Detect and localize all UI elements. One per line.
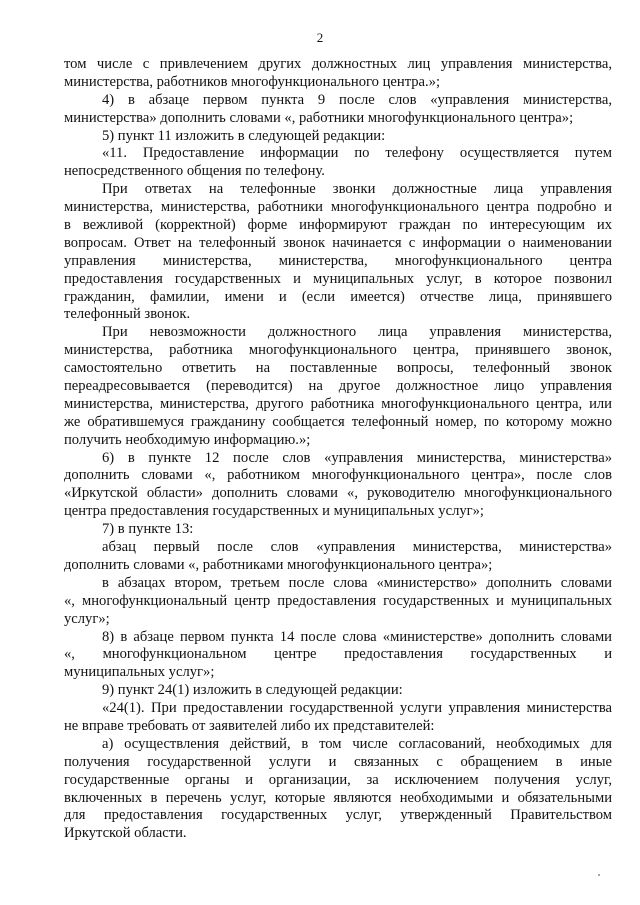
text-line: 8) в абзаце первом пункта 14 после слова «министерстве» дополнить словами [102,628,612,645]
text-line: «, многофункциональный центр предоставления государственных и муниципальных [64,592,612,609]
body-text [64,56,612,843]
text-line: гражданин, фамилии, имени и (если имеется) отчестве лица, принявшего [64,288,612,305]
text-line: министерства, министерства, другого работника многофункционального центра, или [64,395,612,412]
text-line: центра предоставления государственных и муниципальных услуг»; [64,503,484,520]
text-line: Иркутской области. [64,825,187,842]
text-line: «, многофункциональном центре предоставления государственных и [64,646,612,663]
text-line: в вежливой (корректной) форме информируют граждан по интересующим их [64,217,612,234]
text-line: «24(1). При предоставлении государственной услуги управления министерства [102,700,612,717]
text-line: не вправе требовать от заявителей либо их представителей: [64,717,435,734]
text-line: предоставления государственных и муниципальных услуг, в которое позвонил [64,270,612,287]
text-line: При невозможности должностного лица управления министерства, [102,324,612,341]
text-line: вопросам. Ответ на телефонный звонок начинается с информации о наименовании [64,234,612,251]
text-line: получить необходимую информацию.»; [64,431,311,448]
text-line: 4) в абзаце первом пункта 9 после слов «управления министерства, [102,91,612,108]
text-line: 7) в пункте 13: [102,521,194,538]
text-line: дополнить словами «, работником многофункционального центра», после слов [64,467,612,484]
text-line: управления министерства, министерства, многофункционального центра [64,252,612,269]
text-line: министерства, работников многофункционального центра.»; [64,73,441,90]
text-line: включенных в перечень услуг, которые являются необходимыми и обязательными [64,789,612,806]
text-line: «11. Предоставление информации по телефону осуществляется путем [102,145,612,162]
text-line: а) осуществления действий, в том числе согласований, необходимых для [102,735,612,752]
text-line: для предоставления государственных услуг, утвержденный Правительством [64,807,612,824]
text-line: 5) пункт 11 изложить в следующей редакции: [102,127,386,144]
text-line: самостоятельно ответить на поставленные вопросы, телефонный звонок [64,360,612,377]
text-line: муниципальных услуг»; [64,664,215,681]
text-line: министерства» дополнить словами «, работники многофункционального центра»; [64,109,574,126]
text-line: в абзацах втором, третьем после слова «министерство» дополнить словами [102,574,612,591]
text-line: 6) в пункте 12 после слов «управления министерства, министерства» [102,449,612,466]
scan-speck [598,874,600,876]
text-line: государственные органы и организации, за исключением получения услуг, [64,771,612,788]
text-line: телефонный звонок. [64,306,191,323]
text-line: том числе с привлечением других должностных лиц управления министерства, [64,56,612,72]
text-line: министерства, министерства, работники многофункционального центра подробно и [64,199,612,216]
text-line: услуг»; [64,610,110,627]
text-line: получения государственной услуги и связанных с обращением в иные [64,753,612,770]
text-line: непосредственного общения по телефону. [64,163,325,180]
text-line: При ответах на телефонные звонки должностные лица управления [102,181,612,198]
text-line: министерства, работника многофункционального центра, принявшего звонок, [64,342,612,359]
text-line: же обратившемуся гражданину сообщается телефонный номер, по которому можно [64,413,612,430]
text-line: «Иркутской области» дополнить словами «, руководителю многофункционального [64,485,612,502]
page-number: 2 [316,30,324,45]
text-line: дополнить словами «, работниками многофункционального центра»; [64,556,493,573]
text-line: переадресовывается (переводится) на другое должностное лицо управления [64,378,612,395]
text-line: 9) пункт 24(1) изложить в следующей редакции: [102,682,403,699]
text-line: абзац первый после слов «управления министерства, министерства» [102,539,612,556]
